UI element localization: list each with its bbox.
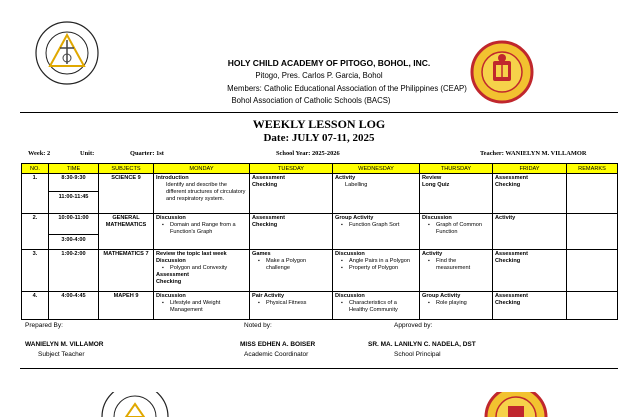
activity-title: Discussion (156, 215, 186, 221)
activity-title-2: Checking (252, 181, 278, 188)
prepared-by-name: WANIELYN M. VILLAMOR (25, 341, 104, 348)
row-no: 4. (22, 292, 49, 320)
approved-by-label: Approved by: (394, 322, 433, 329)
activity-title: Activity (422, 251, 443, 257)
wednesday-cell (333, 214, 420, 250)
activity-item: ▪ Graph of Common Function (430, 222, 490, 236)
monday-cell (154, 292, 250, 320)
quarter-label: Quarter: 1st (130, 150, 164, 157)
activity-item: ▪ Characteristics of a Healthy Community (343, 300, 417, 314)
col-remarks: REMARKS (567, 164, 618, 174)
row-time (49, 174, 99, 214)
activity-title-2: Checking (252, 221, 278, 228)
activity-title: Activity (495, 215, 516, 221)
approved-by-role: School Principal (394, 351, 441, 358)
activity-item: ▪ Make a Polygon challenge (260, 258, 330, 272)
activity-title: Games (252, 251, 271, 257)
activity-title-2: Discussion (156, 257, 186, 264)
activity-title-2: Long Quiz (422, 181, 450, 188)
activity-title: Assessment (252, 215, 285, 221)
school-name: HOLY CHILD ACADEMY OF PITOGO, BOHOL, INC. (227, 58, 431, 68)
thursday-cell (420, 214, 493, 250)
prepared-by-label: Prepared By: (25, 322, 63, 329)
time-slot: 8:30-9:30 (61, 175, 86, 181)
time-slot-2: 11:00-11:45 (49, 191, 98, 201)
col-wednesday: WEDNESDAY (333, 164, 420, 174)
row-time: 1:00-2:00 (49, 250, 99, 292)
friday-cell (493, 292, 567, 320)
friday-cell (493, 214, 567, 250)
time-slot-2: 3:00-4:00 (49, 234, 98, 244)
activity-item: ▪ Domain and Range from a Function's Graph (164, 222, 247, 236)
activity-item: ▪ Angle Pairs in a Polygon (343, 258, 417, 265)
activity-title-2: Checking (495, 299, 521, 306)
wednesday-cell (333, 292, 420, 320)
row-no: 2. (22, 214, 49, 250)
school-address: Pitogo, Pres. Carlos P. Garcia, Bohol (255, 71, 383, 80)
remarks-cell (567, 174, 618, 214)
members-line: Members: Catholic Educational Association of the Philippines (CEAP) (227, 84, 467, 93)
activity-item-2: ▪ Property of Polygon (343, 265, 417, 272)
col-friday: FRIDAY (493, 164, 567, 174)
activity-title: Group Activity (335, 215, 374, 221)
activity-title: Discussion (335, 251, 365, 257)
row-subject: GENERAL MATHEMATICS (99, 214, 154, 250)
activity-title: Assessment (252, 175, 285, 181)
activity-title: Group Activity (422, 293, 461, 299)
friday-cell (493, 174, 567, 214)
activity-title: Discussion (156, 293, 186, 299)
wednesday-cell (333, 250, 420, 292)
activity-item: ▪ Physical Fitness (260, 300, 330, 307)
approved-by-name: SR. MA. LANILYN C. NADELA, DST (368, 341, 476, 348)
page-title: WEEKLY LESSON LOG (252, 117, 386, 131)
monday-cell (154, 250, 250, 292)
row-subject: SCIENCE 9 (99, 174, 154, 214)
table-row (22, 250, 618, 292)
activity-text: Labelling (345, 181, 368, 188)
activity-title: Introduction (156, 175, 189, 181)
log-date: Date: JULY 07-11, 2025 (263, 132, 375, 144)
activity-title-2: Checking (495, 181, 521, 188)
remarks-cell (567, 292, 618, 320)
col-thursday: THURSDAY (420, 164, 493, 174)
activity-title: Activity (335, 175, 356, 181)
unit-label: Unit: (80, 150, 95, 157)
noted-by-name: MISS EDHEN A. BOISER (240, 341, 316, 348)
noted-by-role: Academic Coordinator (244, 351, 309, 358)
row-subject: MAPEH 9 (99, 292, 154, 320)
tuesday-cell (250, 250, 333, 292)
activity-title: Pair Activity (252, 293, 285, 299)
header-rule (20, 112, 618, 113)
table-row (22, 292, 618, 320)
tuesday-cell (250, 174, 333, 214)
friday-cell (493, 250, 567, 292)
activity-title: Assessment (495, 175, 528, 181)
col-tuesday: TUESDAY (250, 164, 333, 174)
tuesday-cell (250, 292, 333, 320)
thursday-cell (420, 292, 493, 320)
activity-title: Assessment (495, 293, 528, 299)
activity-title: Review the topic last week (156, 251, 227, 257)
activity-item: ▪ Role playing (430, 300, 490, 307)
activity-item: ▪ Find the measurement (430, 258, 490, 272)
thursday-cell (420, 174, 493, 214)
prepared-by-role: Subject Teacher (38, 351, 85, 358)
association-line: Bohol Association of Catholic Schools (BACS) (231, 96, 391, 105)
remarks-cell (567, 250, 618, 292)
monday-cell (154, 174, 250, 214)
activity-title-3: Assessment (156, 271, 189, 278)
school-year-label: School Year: 2025-2026 (276, 150, 340, 157)
table-row (22, 174, 618, 214)
monday-cell (154, 214, 250, 250)
activity-title: Assessment (495, 251, 528, 257)
hca-seal-next-page (484, 392, 548, 417)
activity-item: ▪ Function Graph Sort (343, 222, 417, 229)
activity-title: Review (422, 175, 442, 181)
tuesday-cell (250, 214, 333, 250)
noted-by-label: Noted by: (244, 322, 272, 329)
remarks-cell (567, 214, 618, 250)
row-subject: MATHEMATICS 7 (99, 250, 154, 292)
wednesday-cell (333, 174, 420, 214)
activity-text: Identify and describe the different structures of circulatory and respiratory system. (166, 181, 246, 202)
activity-title-4: Checking (156, 278, 182, 285)
footer-rule (20, 368, 618, 369)
col-time: TIME (49, 164, 99, 174)
row-time (49, 214, 99, 250)
activity-title: Discussion (422, 215, 452, 221)
col-subjects: SUBJECTS (99, 164, 154, 174)
col-monday: MONDAY (154, 164, 250, 174)
row-time: 4:00-4:45 (49, 292, 99, 320)
time-slot: 10:00-11:00 (58, 215, 89, 221)
week-label: Week: 2 (28, 150, 51, 157)
activity-item: ▪ Lifestyle and Weight Management (164, 300, 247, 314)
activity-item: ▪ Polygon and Convexity (164, 265, 247, 272)
lesson-log-table (21, 163, 618, 320)
teacher-label: Teacher: WANIELYN M. VILLAMOR (480, 150, 587, 157)
row-no: 1. (22, 174, 49, 214)
bacs-logo-next-page (100, 392, 170, 417)
activity-title: Discussion (335, 293, 365, 299)
table-row (22, 214, 618, 250)
activity-title-2: Checking (495, 257, 521, 264)
row-no: 3. (22, 250, 49, 292)
table-header-row (22, 164, 618, 174)
col-no: NO. (22, 164, 49, 174)
thursday-cell (420, 250, 493, 292)
